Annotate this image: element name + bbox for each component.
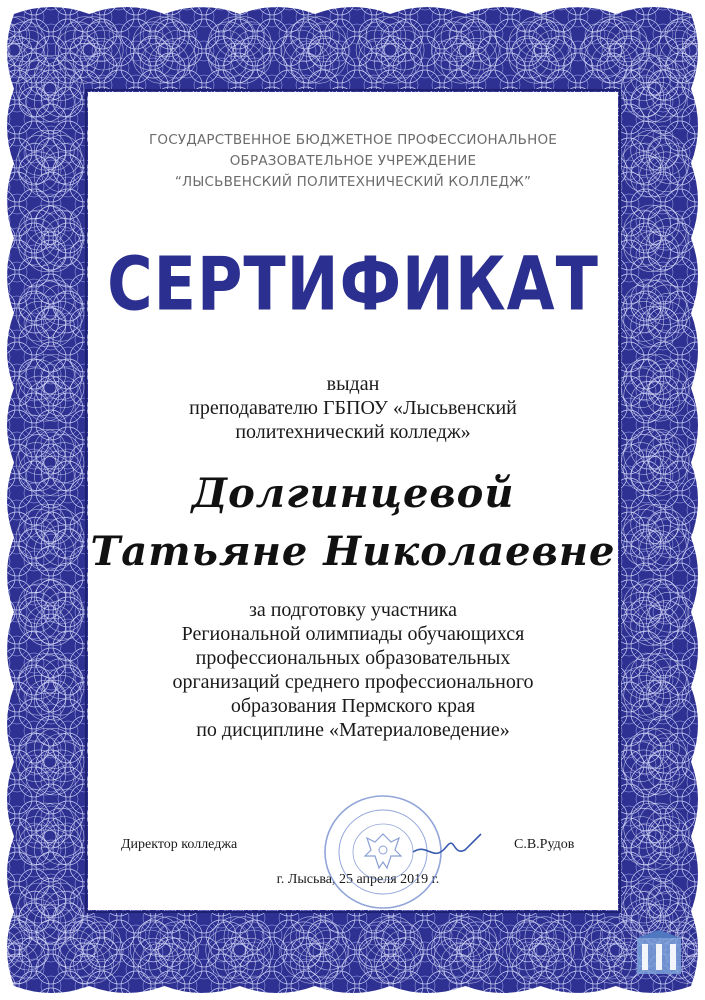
issued-line-2: преподавателю ГБПОУ «Лысьвенский: [189, 397, 517, 419]
issued-to-block: [88, 372, 618, 444]
issued-line-1: выдан: [326, 373, 380, 395]
header-line-1: ГОСУДАРСТВЕННОЕ БЮДЖЕТНОЕ ПРОФЕССИОНАЛЬНОЕ: [148, 132, 558, 148]
reason-line-2: Региональной олимпиады обучающихся: [181, 623, 525, 645]
signature-scribble: [413, 834, 481, 853]
reason-block: [88, 598, 618, 742]
recipient-surname: Долгинцевой: [191, 470, 515, 517]
reason-line-1: за подготовку участника: [248, 599, 458, 621]
issued-line-3: политехнический колледж»: [235, 421, 471, 443]
place-date: г. Лысьва, 25 апреля 2019 г.: [276, 872, 440, 887]
director-label: Директор колледжа: [121, 837, 238, 852]
certificate-panel: [88, 92, 618, 910]
college-logo-icon: [636, 930, 684, 976]
header-line-3: “ЛЫСЬВЕНСКИЙ ПОЛИТЕХНИЧЕСКИЙ КОЛЛЕДЖ”: [174, 174, 532, 190]
reason-line-4: организаций среднего профессионального: [172, 671, 534, 693]
reason-line-3: профессиональных образовательных: [195, 647, 511, 669]
reason-line-6: по дисциплине «Материаловедение»: [196, 719, 510, 741]
eagle-emblem-icon: [365, 834, 401, 868]
official-stamp: [313, 790, 503, 910]
header-line-2: ОБРАЗОВАТЕЛЬНОЕ УЧРЕЖДЕНИЕ: [229, 153, 477, 169]
recipient-given-names: Татьяне Николаевне: [90, 528, 616, 575]
certificate-title: СЕРТИФИКАТ: [107, 240, 599, 328]
institution-header: [88, 130, 618, 193]
reason-line-5: образования Пермского края: [230, 695, 476, 717]
director-name: С.В.Рудов: [514, 837, 575, 852]
